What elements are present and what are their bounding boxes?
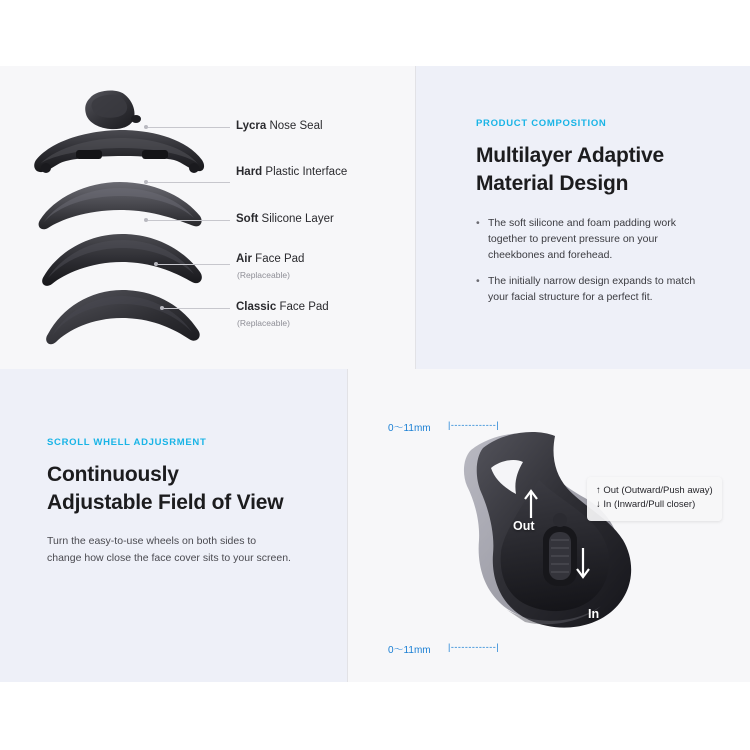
composition-panel [416,66,750,369]
leader-line-4 [158,264,230,265]
part-hard-plastic-interface [34,130,204,173]
layer-note-classic: (Replaceable) [237,318,290,328]
composition-text-block [476,118,708,322]
dimension-bottom-value: 0～11mm [388,645,431,656]
layer-label-lycra-strong: Lycra [236,120,267,132]
part-soft-silicone-layer [39,182,202,229]
layer-label-lycra-rest: Nose Seal [266,120,323,132]
part-classic-face-pad [46,290,200,344]
part-lycra-nose-seal [85,91,141,130]
part-air-face-pad [42,234,202,286]
exploded-parts-svg [24,86,244,351]
layer-label-classic-strong: Classic [236,301,277,313]
layer-label-classic [236,301,329,313]
leader-line-5 [164,308,230,309]
dimension-top-value: 0～11mm [388,423,431,434]
direction-label-out: Out [513,519,535,533]
composition-headline [476,142,708,198]
layer-label-hard-rest: Plastic Interface [262,166,348,178]
layer-label-air-strong: Air [236,253,252,265]
list-item: • The soft silicone and foam padding work together to prevent pressure on your cheekbones and forehead. [476,216,708,264]
leader-line-1 [148,127,230,128]
dimension-top-bracket: |-------------| [448,420,500,430]
scroll-text-block [47,437,309,566]
headset-side-illustration [443,424,673,644]
scroll-headline-line2: Adjustable Field of View [47,490,284,514]
direction-tooltip [587,477,722,521]
leader-line-3 [148,220,230,221]
scroll-headline-line1: Continuously [47,463,179,486]
layer-label-classic-rest: Face Pad [276,301,329,313]
layer-label-soft [236,213,334,225]
layer-label-soft-strong: Soft [236,213,259,225]
layer-label-hard-strong: Hard [236,166,263,178]
scroll-headline [47,461,309,517]
composition-eyebrow: PRODUCT COMPOSITION [476,118,607,129]
dimension-bottom-bracket: |-------------| [448,642,500,652]
scroll-body-text: Turn the easy-to-use wheels on both sides to change how close the face cover sits to your screen. [47,534,291,564]
adjustment-diagram-panel [347,369,750,682]
list-item: • The initially narrow design expands to match your facial structure for a perfect fit. [476,274,708,306]
exploded-view-panel [0,66,416,369]
layer-label-hard [236,166,347,178]
layer-label-lycra [236,120,323,132]
exploded-parts-illustration [24,86,244,351]
leader-line-2 [148,182,230,183]
layer-label-air [236,253,304,265]
composition-headline-line1: Multilayer Adaptive [476,144,664,167]
tooltip-line-in: ↓ In (Inward/Pull closer) [596,499,696,511]
direction-label-in: In [588,607,600,621]
composition-headline-line2: Material Design [476,171,629,195]
tooltip-line-out: ↑ Out (Outward/Push away) [596,485,713,496]
scroll-wheel-panel [0,369,347,682]
layer-note-air: (Replaceable) [237,270,290,280]
composition-bullet-list [476,216,708,306]
headset-side-svg [443,424,673,644]
layer-label-soft-rest: Silicone Layer [258,213,334,225]
scroll-eyebrow: SCROLL WHELL ADJUSRMENT [47,437,207,448]
layer-label-air-rest: Face Pad [251,253,305,265]
